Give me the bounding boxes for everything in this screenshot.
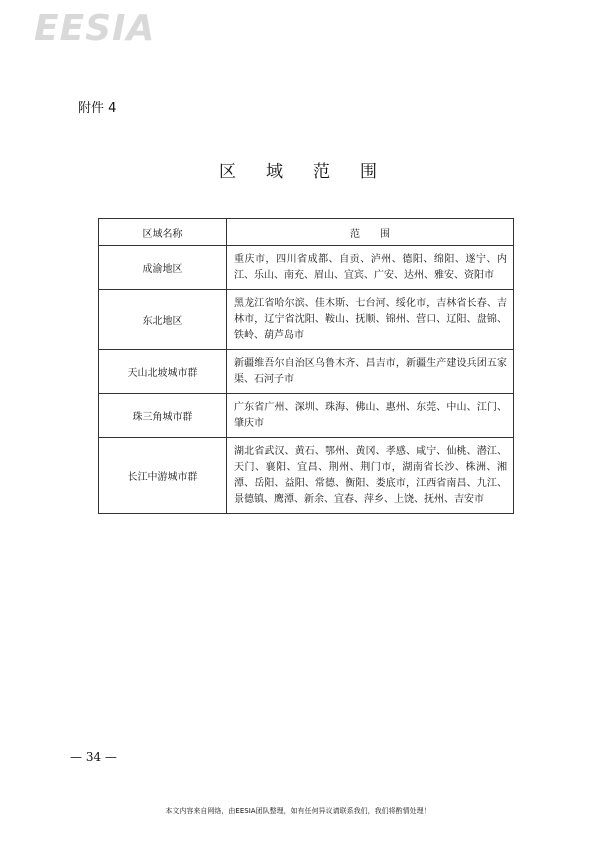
region-name-cell: 东北地区 [99, 290, 227, 350]
region-name-cell: 成渝地区 [99, 246, 227, 290]
title-char: 区 [219, 162, 236, 182]
footer-disclaimer: 本文内容来自网络，由EESIA团队整理，如有任何异议请联系我们，我们将酌情处理！ [165, 807, 431, 815]
region-scope-cell: 广东省广州、深圳、珠海、佛山、惠州、东莞、中山、江门、肇庆市 [227, 394, 514, 438]
region-table [98, 218, 514, 514]
region-scope-cell: 新疆维吾尔自治区乌鲁木齐、昌吉市，新疆生产建设兵团五家渠、石河子市 [227, 350, 514, 394]
page-title [0, 157, 596, 182]
table-row [99, 290, 514, 350]
table-row [99, 246, 514, 290]
table-header-row [99, 219, 514, 246]
region-name-cell: 长江中游城市群 [99, 438, 227, 514]
table-row [99, 394, 514, 438]
column-header-scope: 范 围 [227, 219, 514, 246]
title-char: 域 [266, 162, 283, 182]
region-name-cell: 天山北坡城市群 [99, 350, 227, 394]
eesia-logo: EESIA [34, 8, 156, 49]
region-name-cell: 珠三角城市群 [99, 394, 227, 438]
attachment-label: 附件 4 [78, 101, 117, 116]
column-header-region-name: 区域名称 [99, 219, 227, 246]
table-row [99, 350, 514, 394]
region-scope-cell: 黑龙江省哈尔滨、佳木斯、七台河、绥化市，吉林省长春、吉林市，辽宁省沈阳、鞍山、抚顺、锦州、营口、辽阳、盘锦、铁岭、葫芦岛市 [227, 290, 514, 350]
region-scope-cell: 湖北省武汉、黄石、鄂州、黄冈、孝感、咸宁、仙桃、潜江、天门、襄阳、宜昌、荆州、荆门市，湖南省长沙、株洲、湘潭、岳阳、益阳、常德、衡阳、娄底市，江西省南昌、九江、景德镇、鹰潭、新余、宜春、萍乡、上饶、抚州、吉安市 [227, 438, 514, 514]
region-scope-cell: 重庆市，四川省成都、自贡、泸州、德阳、绵阳、遂宁、内江、乐山、南充、眉山、宜宾、广安、达州、雅安、资阳市 [227, 246, 514, 290]
page-number: — 34 — [70, 750, 117, 764]
title-char: 范 [313, 162, 330, 182]
title-char: 围 [360, 162, 377, 182]
table-row [99, 438, 514, 514]
